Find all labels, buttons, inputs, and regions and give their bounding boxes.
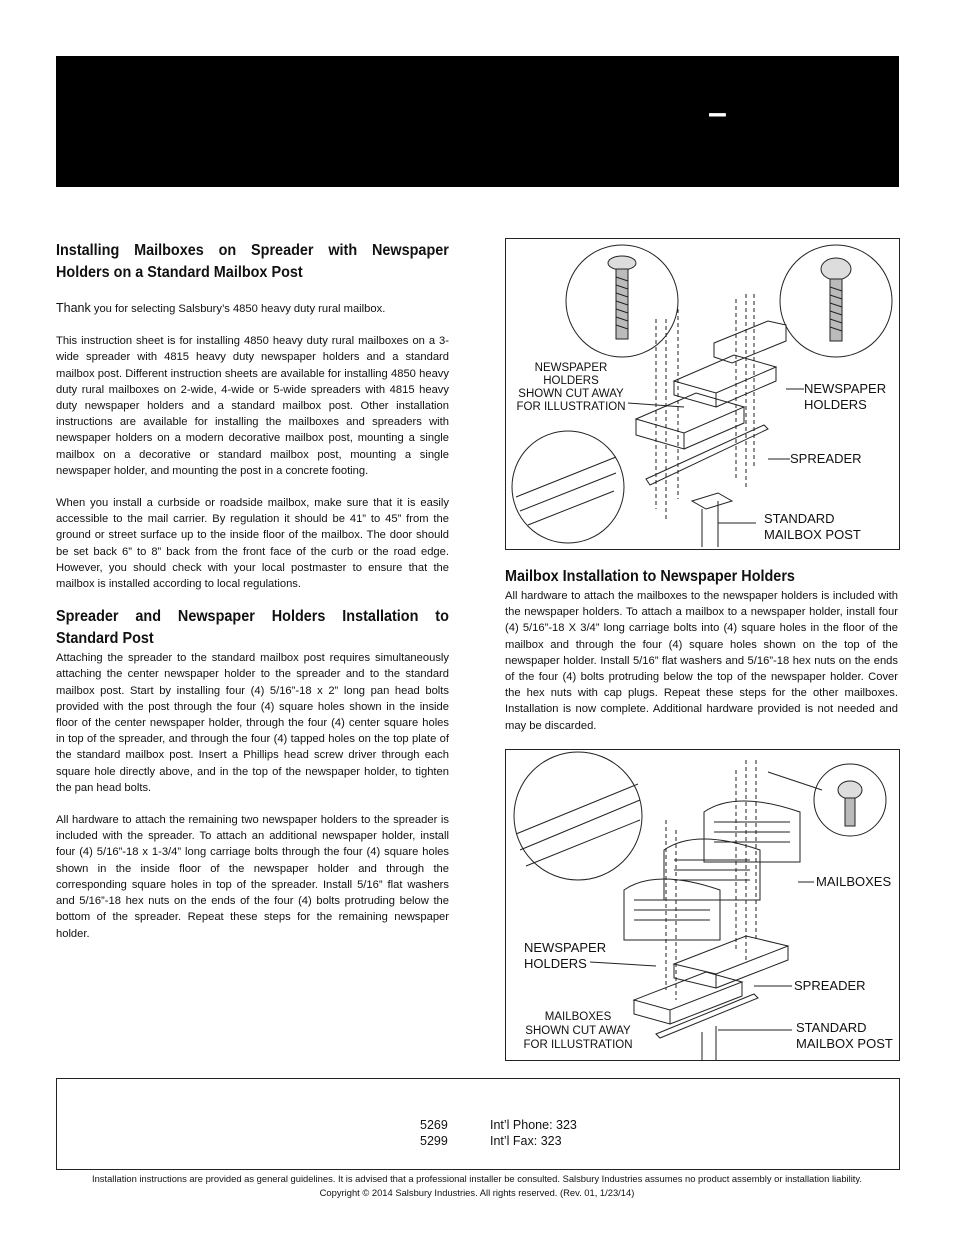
fig2-post: [702, 1026, 716, 1060]
fig1-holders-label-1: NEWSPAPER: [804, 381, 887, 396]
fig2-holders-label-1: NEWSPAPER: [524, 940, 607, 955]
copyright-text: Copyright © 2014 Salsbury Industries. All rights reserved. (Rev. 01, 1/23/14): [319, 1187, 635, 1198]
intl-phone: Int’l Phone: 323: [490, 1118, 577, 1132]
fig2-holders-label-2: HOLDERS: [524, 956, 587, 971]
spreader-paragraph: Attaching the spreader to the standard mailbox post requires simultaneously attaching the center newspaper holder to the spreader and to the standard mailbox post. Start by installing four (4) 5/16”-18 x 2” long pan head bolts provided with the post through the four (4) square holes shown in the inside floor of the center newspaper holder, through the four (4) center square holes in top of the spreader, and through the four (4) tapped holes on the top plate of the standard mailbox post. Insert a Phillips head screw driver through each square hole directly above, and in the top of the newspaper holder, to tighten the pan head bolts.: [56, 652, 449, 794]
header-banner: [56, 56, 899, 187]
spreader-top-detail: [514, 752, 642, 880]
phone-number: 5269: [420, 1118, 448, 1132]
section-title-spreader: Spreader and Newspaper Holders Installation to Standard Post: [56, 608, 449, 648]
figure-2-drawing: [506, 750, 899, 1060]
thank-rest: you for selecting Salsbury’s 4850 heavy duty rural mailbox.: [90, 303, 386, 315]
regulation-paragraph: When you install a curbside or roadside mailbox, make sure that it is easily accessible to the mail carrier. By regulation it should be 41” to 45” from the ground or street surface up to the inside floor of the mailbox. The door should be set back 6” to 8” back from the front face of the curb or the road edge. However, you should check with your local postmaster to ensure that the mailbox is installed according to local regulations.: [56, 497, 449, 591]
fig2-cutaway-label-3: FOR ILLUSTRATION: [523, 1039, 633, 1051]
fig1-cutaway-label-3: SHOWN CUT AWAY: [518, 388, 624, 400]
holder-3: [714, 321, 786, 363]
fig1-cutaway-label-1: NEWSPAPER: [534, 362, 608, 374]
thank-lead: Thank: [56, 301, 91, 315]
mailbox-paragraph: All hardware to attach the mailboxes to the newspaper holders is included with the newspaper holders. To attach a mailbox to a newspaper holder, install four (4) 5/16”-18 X 3/4” long carriage bolts into (4) square holes in the floor of the mailbox and through the four (4) square holes shown on the top of the newspaper holder. Install 5/16” flat washers and 5/16”-18 hex nuts on the ends of the four (4) bolts protruding below the top of the newspaper holder. Cover the hex nuts with cap plugs. Repeat these steps for the other mailboxes. Installation is now complete. Additional hardware provided is not needed and may be discarded.: [505, 590, 898, 732]
figure-spreader-holders: [505, 238, 900, 550]
fig1-cutaway-label-4: FOR ILLUSTRATION: [516, 401, 626, 413]
section-title-installing: Installing Mailboxes on Spreader with Newspaper Holders on a Standard Mailbox Post: [56, 242, 449, 281]
right-column: [505, 566, 898, 734]
intl-fax: Int’l Fax: 323: [490, 1134, 562, 1148]
section-title-mailbox: Mailbox Installation to Newspaper Holders: [505, 568, 795, 585]
disclaimer-text: Installation instructions are provided as general guidelines. It is advised that a professional installer be consulted. Salsbury Industries assumes no product assembly or installation liability.: [91, 1173, 863, 1184]
holder-2: [674, 355, 776, 407]
left-column: [56, 240, 449, 942]
fig2-post-label-1: STANDARD: [796, 1020, 867, 1035]
spreader-holes-detail: [512, 431, 624, 543]
fig1-post-label-1: STANDARD: [764, 511, 835, 526]
fig2-spreader-label: SPREADER: [794, 978, 866, 993]
fig2-mailboxes-label: MAILBOXES: [816, 874, 892, 889]
fax-number: 5299: [420, 1134, 448, 1148]
thank-you-line: [56, 300, 449, 317]
spreader-bar: [646, 425, 768, 485]
fig1-post-label-2: MAILBOX POST: [764, 527, 861, 542]
disclaimer: [56, 1172, 898, 1200]
header-dash: –: [708, 94, 727, 132]
contact-box: [56, 1078, 900, 1170]
fig2-holder-2: [674, 936, 788, 988]
figure-1-drawing: [506, 239, 899, 549]
fig2-cutaway-label-1: MAILBOXES: [544, 1011, 612, 1023]
figure-mailboxes: [505, 749, 900, 1061]
fig2-spreader: [656, 994, 758, 1038]
fig1-cutaway-label-2: HOLDERS: [543, 375, 599, 387]
fig1-holders-label-2: HOLDERS: [804, 397, 867, 412]
fig2-holder-1: [634, 972, 742, 1024]
fig2-post-label-2: MAILBOX POST: [796, 1036, 893, 1051]
intro-paragraph: This instruction sheet is for installing 4850 heavy duty rural mailboxes on a 3-wide spreader with 4815 heavy duty newspaper holders and a standard mailbox post. Different instruction sheets are available for installing 4850 heavy duty rural mailboxes on 2-wide, 4-wide or 5-wide spreaders with 4815 heavy duty newspaper holders and a standard mailbox post. Other installation instructions are available for installing the mailboxes and spreaders with newspaper holders on a modern decorative mailbox post, mounting a single mailbox on a decorative or standard mailbox post, mounting a single newspaper holder, and mounting the post in a concrete footing.: [56, 335, 449, 477]
holders-paragraph: All hardware to attach the remaining two newspaper holders to the spreader is included with the spreader. To attach an additional newspaper holder, install four (4) 5/16”-18 x 1-3/4” long carriage bolts through the four (4) square holes shown in the inside floor of the newspaper holder and through the corresponding square holes in top of the spreader. Install 5/16” flat washers and 5/16”-18 hex nuts on the ends of the four (4) bolts protruding below the bottom of the spreader. Repeat these steps for the remaining newspaper holder.: [56, 814, 449, 940]
fig1-spreader-label: SPREADER: [790, 451, 862, 466]
fig2-cutaway-label-2: SHOWN CUT AWAY: [525, 1025, 631, 1037]
